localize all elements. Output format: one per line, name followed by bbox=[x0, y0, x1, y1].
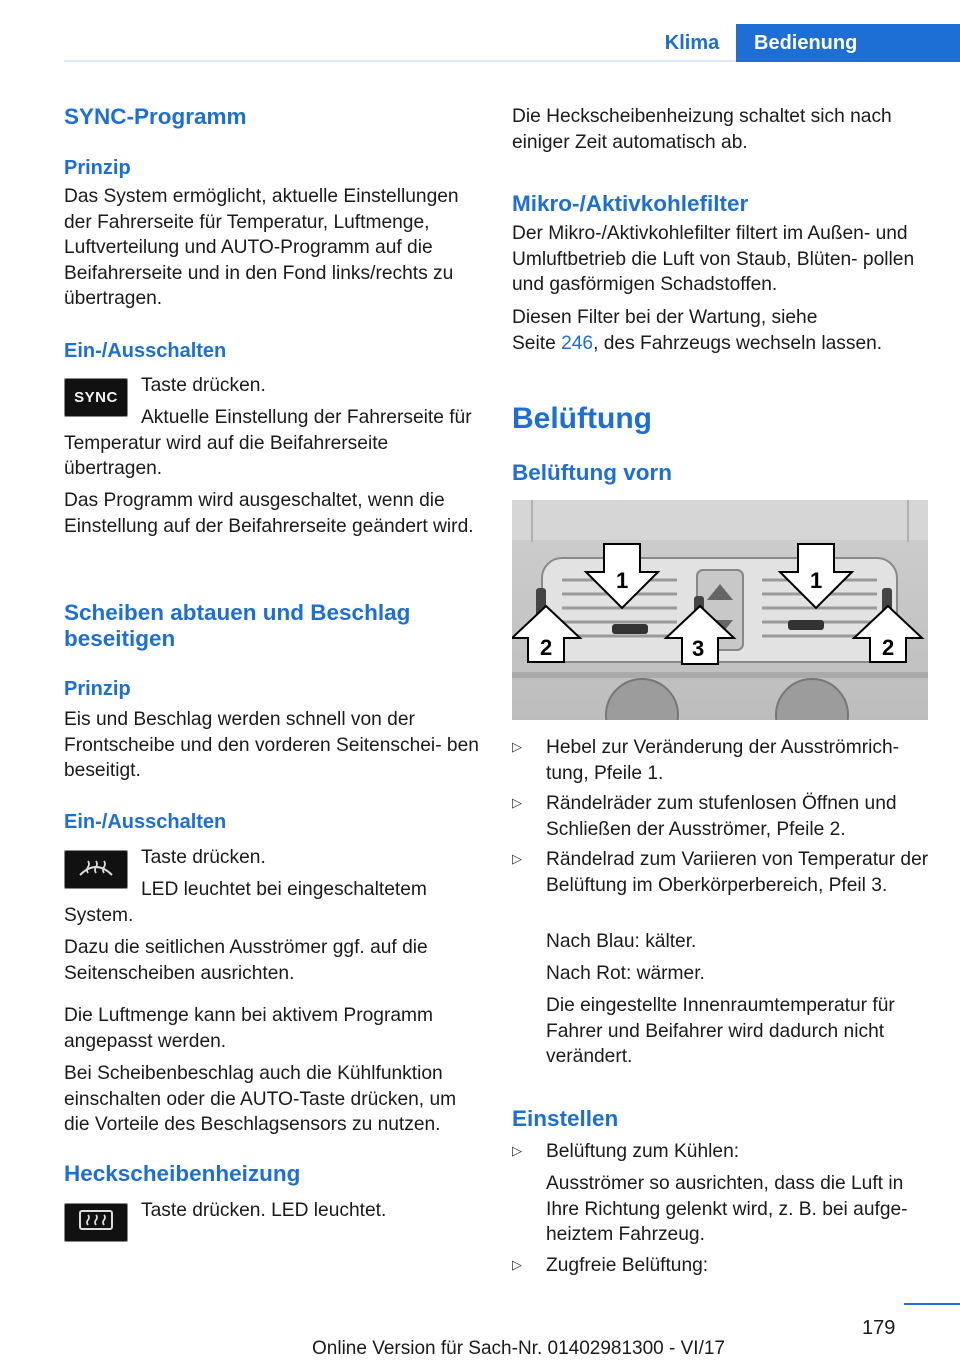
bullet-triangle-icon: ▷ bbox=[512, 1143, 522, 1158]
sync-prinzip-heading: Prinzip bbox=[64, 157, 131, 179]
bullet-triangle-icon: ▷ bbox=[512, 851, 522, 866]
footer-rule bbox=[904, 1303, 960, 1305]
vent-item-3-text: Rändelrad zum Variieren von Temperatur der Belüftung im Oberkörperbereich, Pfeil 3. bbox=[546, 849, 929, 896]
defrost-prinzip-heading: Prinzip bbox=[64, 678, 131, 700]
bullet-triangle-icon: ▷ bbox=[512, 739, 522, 754]
vent-blue-text: Nach Blau: kälter. bbox=[546, 931, 697, 952]
adjust-heading: Einstellen bbox=[512, 1106, 619, 1131]
sync-off-text: Das Programm wird ausgeschaltet, wenn die Einstellung auf der Beifahrerseite geändert wird. bbox=[64, 490, 474, 537]
bullet-triangle-icon: ▷ bbox=[512, 795, 522, 810]
adjust-item-2-text: Zugfreie Belüftung: bbox=[546, 1255, 709, 1276]
online-version-note: Online Version für Sach-Nr. 01402981300 - VI/17 bbox=[312, 1338, 725, 1359]
vent-red-text: Nach Rot: wärmer. bbox=[546, 963, 705, 984]
defrost-cool-text: Bei Scheibenbeschlag auch die Kühlfunktion einschalten oder die AUTO-Taste drücken, um die Vorteile des Beschlagsensors zu nutzen. bbox=[64, 1063, 457, 1135]
filter-title: Mikro-/Aktivkohlefilter bbox=[512, 191, 749, 216]
rear-auto-off-text: Die Heckscheibenheizung schaltet sich nach einiger Zeit automatisch ab. bbox=[512, 106, 892, 153]
figure-label-2a: 2 bbox=[540, 635, 553, 660]
figure-label-3: 3 bbox=[692, 636, 705, 661]
defrost-prinzip-text: Eis und Beschlag werden schnell von der Frontscheibe und den vorderen Seitenschei‐ ben beseitigt. bbox=[64, 709, 479, 781]
defrost-press-text: Taste drücken. bbox=[141, 847, 266, 868]
vent-figure bbox=[512, 500, 928, 720]
vent-note-text: Die eingestellte Innenraumtemperatur für Fahrer und Beifahrer wird dadurch nicht verändert. bbox=[546, 995, 895, 1067]
sync-result-text: Aktuelle Einstellung der Fahrerseite für Temperatur wird auf die Beifahrerseite übertragen. bbox=[64, 407, 472, 479]
sync-onoff-heading: Ein-/Ausschalten bbox=[64, 340, 227, 362]
defrost-air-text: Die Luftmenge kann bei aktivem Programm angepasst werden. bbox=[64, 1005, 433, 1052]
figure-label-1a: 1 bbox=[616, 568, 629, 593]
sync-title: SYNC-Programm bbox=[64, 104, 247, 129]
sync-button-label: SYNC bbox=[74, 389, 118, 406]
adjust-item-1-detail: Ausströmer so ausrichten, dass die Luft in Ihre Richtung gelenkt wird, z. B. bei aufge‐ heiztem Fahrzeug. bbox=[546, 1173, 908, 1245]
filter-text: Der Mikro-/Aktivkohlefilter filtert im Außen- und Umluftbetrieb die Luft von Staub, Blüten‐ pollen und gasförmigen Schadstoffen. bbox=[512, 223, 915, 295]
defrost-title: Scheiben abtauen und Beschlag beseitigen bbox=[64, 600, 411, 651]
vent-title: Belüftung bbox=[512, 402, 652, 435]
vent-item-1-text: Hebel zur Veränderung der Ausströmrich‐ tung, Pfeile 1. bbox=[546, 737, 900, 784]
rear-heating-press-text: Taste drücken. LED leuchtet. bbox=[141, 1200, 387, 1221]
defrost-led-text: LED leuchtet bei eingeschaltetem System. bbox=[64, 879, 427, 926]
adjust-item-1-text: Belüftung zum Kühlen: bbox=[546, 1141, 740, 1162]
filter-service-line1: Diesen Filter bei der Wartung, siehe bbox=[512, 307, 818, 328]
rear-heating-title: Heckscheibenheizung bbox=[64, 1161, 301, 1186]
filter-service-text bbox=[512, 305, 928, 356]
filter-service-seite: Seite bbox=[512, 332, 556, 354]
vent-item-2-text: Rändelräder zum stufenlosen Öffnen und Schließen der Ausströmer, Pfeile 2. bbox=[546, 793, 897, 840]
page-number: 179 bbox=[862, 1317, 896, 1339]
defrost-onoff-heading: Ein-/Ausschalten bbox=[64, 811, 227, 833]
page-link-246[interactable]: 246 bbox=[561, 332, 594, 354]
figure-label-1b: 1 bbox=[810, 568, 823, 593]
vent-front-heading: Belüftung vorn bbox=[512, 460, 672, 485]
sync-prinzip-text: Das System ermöglicht, aktuelle Einstellungen der Fahrerseite für Temperatur, Luftmenge, Luftverteilung und AUTO-Programm auf die Beifahrerseite und in den Fond links/rechts zu übertragen. bbox=[64, 186, 459, 309]
header-tab-klima[interactable]: Klima bbox=[664, 32, 720, 54]
defrost-side-text: Dazu die seitlichen Ausströmer ggf. auf die Seitenscheiben ausrichten. bbox=[64, 937, 428, 984]
sync-press-text: Taste drücken. bbox=[141, 375, 266, 396]
filter-service-line2: , des Fahrzeugs wechseln lassen. bbox=[593, 332, 883, 354]
bullet-triangle-icon: ▷ bbox=[512, 1257, 522, 1272]
header-tab-bedienung[interactable]: Bedienung bbox=[736, 24, 960, 62]
figure-label-2b: 2 bbox=[882, 635, 895, 660]
vent-illustration bbox=[512, 500, 928, 720]
